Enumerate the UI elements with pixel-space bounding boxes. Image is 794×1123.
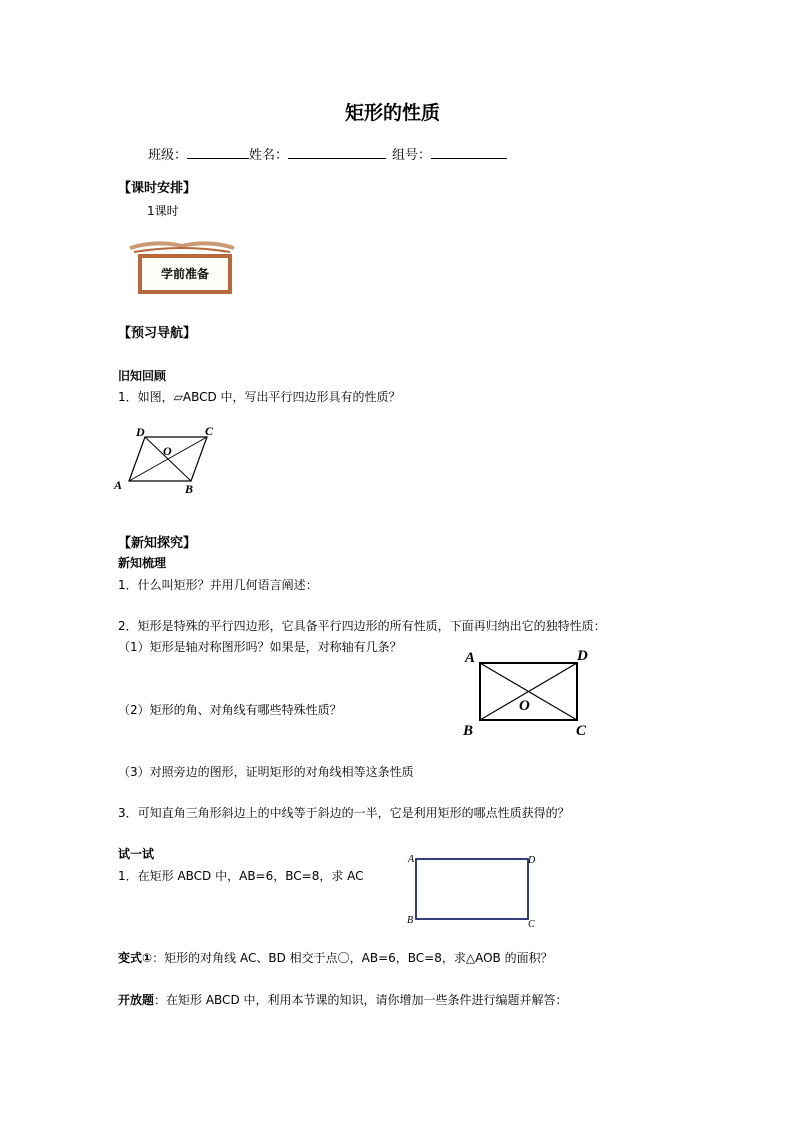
page-title: 矩形的性质 — [345, 102, 441, 124]
open-label: 开放题 — [118, 993, 155, 1007]
explore-q2-2: （2）矩形的角、对角线有哪些特殊性质？ — [118, 703, 342, 717]
label-o: O — [519, 698, 530, 714]
variant-text: ：矩形的对角线 AC、BD 相交于点〇，AB=6，BC=8，求△AOB 的面积？ — [152, 951, 553, 965]
variant-label: 变式① — [118, 951, 153, 965]
label-a: A — [465, 650, 476, 666]
explore-q3: 3．可知直角三角形斜边上的中线等于斜边的一半，它是利用矩形的哪点性质获得的？ — [118, 806, 570, 820]
explore-q2-1: （1）矩形是轴对称图形吗？如果是，对称轴有几条？ — [118, 640, 402, 654]
try-title: 试一试 — [118, 847, 155, 861]
group-label: 组号： — [392, 148, 432, 163]
label-a: A — [114, 478, 123, 492]
sort-title: 新知梳理 — [118, 556, 167, 570]
label-d: D — [528, 855, 536, 866]
try-q1: 1．在矩形 ABCD 中，AB=6，BC=8，求 AC — [118, 869, 364, 883]
label-b: B — [407, 915, 414, 926]
class-label: 班级： — [148, 148, 188, 163]
name-blank[interactable] — [288, 144, 386, 159]
info-line — [148, 144, 507, 164]
label-c: C — [528, 919, 535, 930]
banner-label: 学前准备 — [160, 267, 210, 281]
schedule-heading: 【课时安排】 — [118, 181, 197, 196]
preview-q1: 1．如图，▱ABCD 中，写出平行四边形具有的性质？ — [118, 390, 401, 404]
label-a: A — [408, 854, 415, 865]
schedule-content: 1课时 — [147, 204, 179, 218]
scroll-banner-icon — [126, 238, 238, 296]
label-d: D — [577, 648, 588, 664]
explore-heading: 【新知探究】 — [118, 536, 197, 551]
parallelogram-figure — [112, 420, 222, 498]
rectangle-diagonals-figure — [458, 644, 598, 740]
label-b: B — [185, 482, 194, 496]
label-d: D — [136, 425, 145, 439]
variant-line — [118, 951, 553, 966]
explore-q2-3: （3）对照旁边的图形，证明矩形的对角线相等这条性质 — [118, 765, 414, 779]
preview-heading: 【预习导航】 — [118, 326, 197, 341]
name-label: 姓名： — [249, 148, 289, 163]
label-b: B — [463, 723, 474, 739]
open-text: ：在矩形 ABCD 中，利用本节课的知识，请你增加一些条件进行编题并解答： — [154, 993, 568, 1007]
rectangle-shape — [416, 859, 528, 919]
review-title: 旧知回顾 — [118, 369, 167, 383]
explore-q1: 1．什么叫矩形？并用几何语言阐述： — [118, 578, 318, 592]
class-blank[interactable] — [187, 144, 249, 159]
banner — [126, 238, 238, 296]
label-c: C — [205, 424, 214, 438]
rectangle-figure — [404, 850, 544, 930]
group-blank[interactable] — [431, 144, 507, 159]
label-c: C — [576, 723, 587, 739]
open-line — [118, 993, 568, 1008]
explore-q2: 2．矩形是特殊的平行四边形，它具备平行四边形的所有性质，下面再归纳出它的独特性质： — [118, 619, 606, 633]
label-o: O — [163, 444, 172, 458]
